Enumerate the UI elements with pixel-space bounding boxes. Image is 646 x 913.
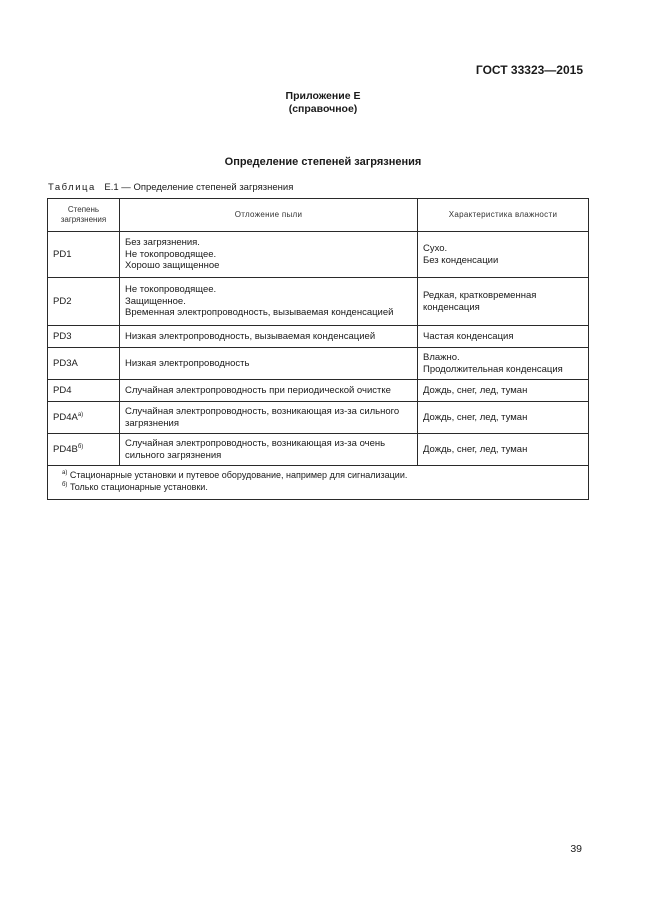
table-row (48, 434, 589, 466)
degree-cell (48, 326, 120, 348)
dust-line: Не токопроводящее. (125, 248, 217, 260)
dust-cell (120, 402, 418, 434)
table-notes-row (48, 466, 589, 500)
dust-cell (120, 380, 418, 402)
degree-cell (48, 402, 120, 434)
header-humidity: Характеристика влажности (418, 199, 589, 232)
caption-text: Определение степеней загрязнения (133, 182, 294, 193)
degree-code: PD4 (53, 384, 72, 396)
humidity-line: Продолжительная конденсация (423, 363, 563, 375)
humidity-cell (418, 348, 589, 380)
table-row (48, 348, 589, 380)
annex-heading (0, 90, 646, 116)
annex-subtitle: (справочное) (288, 103, 358, 115)
caption-prefix: Таблица (48, 182, 96, 193)
humidity-line: Влажно. (423, 352, 460, 363)
dust-cell (120, 434, 418, 466)
dust-line: Без загрязнения. (125, 237, 200, 249)
annex-title: Приложение Е (285, 90, 361, 102)
dust-line: Низкая электропроводность (125, 357, 250, 369)
humidity-line: Дождь, снег, лед, туман (423, 411, 528, 423)
humidity-cell (418, 232, 589, 278)
dust-line: Низкая электропроводность, вызываемая конденсацией (125, 330, 376, 342)
document-code: ГОСТ 33323—2015 (475, 63, 583, 77)
dust-line: Случайная электропроводность при периодической очистке (125, 384, 391, 396)
footnote-text: Только стационарные установки. (69, 481, 208, 492)
humidity-line: Частая конденсация (423, 330, 514, 342)
table-row (48, 232, 589, 278)
degree-cell (48, 278, 120, 326)
pollution-degree-table (47, 198, 589, 500)
degree-cell (48, 434, 120, 466)
section-title: Определение степеней загрязнения (224, 156, 422, 168)
footnote (62, 482, 574, 494)
table-row (48, 278, 589, 326)
table-notes (48, 466, 589, 500)
table-body (48, 232, 589, 500)
header-degree: Степень загрязнения (48, 199, 120, 232)
degree-cell (48, 348, 120, 380)
footnote-mark: а) (77, 411, 84, 418)
degree-cell (48, 380, 120, 402)
page-number: 39 (570, 843, 582, 855)
table-header-row (48, 199, 589, 232)
degree-code: PD3 (53, 330, 72, 342)
dust-cell (120, 232, 418, 278)
dust-line: Защищенное. (125, 295, 186, 307)
humidity-cell (418, 326, 589, 348)
degree-code: PD3A (53, 357, 78, 369)
dust-line: Случайная электропроводность, возникающая из-за сильного загрязнения (125, 406, 400, 429)
humidity-line: Дождь, снег, лед, туман (423, 384, 528, 396)
dust-line: Не токопроводящее. (125, 284, 217, 296)
dust-line: Хорошо защищенное (125, 260, 220, 272)
dust-cell (120, 278, 418, 326)
humidity-line: Без конденсации (423, 254, 499, 266)
humidity-line: Дождь, снег, лед, туман (423, 443, 528, 455)
dust-cell (120, 348, 418, 380)
degree-code: PD4B (53, 443, 78, 455)
degree-code: PD1 (53, 248, 72, 260)
caption-number: Е.1 — (104, 182, 131, 193)
humidity-line: Сухо. (423, 243, 448, 254)
degree-cell (48, 232, 120, 278)
table-row (48, 402, 589, 434)
footnote-mark: б) (62, 481, 68, 488)
humidity-cell (418, 402, 589, 434)
table-row (48, 380, 589, 402)
degree-code: PD4A (53, 411, 78, 423)
humidity-line: Редкая, кратковременная конденсация (423, 290, 537, 313)
footnote (62, 470, 574, 482)
header-dust: Отложение пыли (120, 199, 418, 232)
dust-line: Случайная электропроводность, возникающая из-за очень сильного загрязнения (125, 438, 386, 461)
dust-cell (120, 326, 418, 348)
degree-code: PD2 (53, 295, 72, 307)
humidity-cell (418, 380, 589, 402)
dust-line: Временная электропроводность, вызываемая конденсацией (125, 307, 394, 319)
table-caption (48, 182, 293, 193)
humidity-cell (418, 434, 589, 466)
footnote-text: Стационарные установки и путевое оборудование, например для сигнализации. (69, 470, 408, 480)
humidity-cell (418, 278, 589, 326)
footnote-mark: а) (62, 470, 68, 476)
footnote-mark: б) (77, 443, 84, 450)
table-row (48, 326, 589, 348)
